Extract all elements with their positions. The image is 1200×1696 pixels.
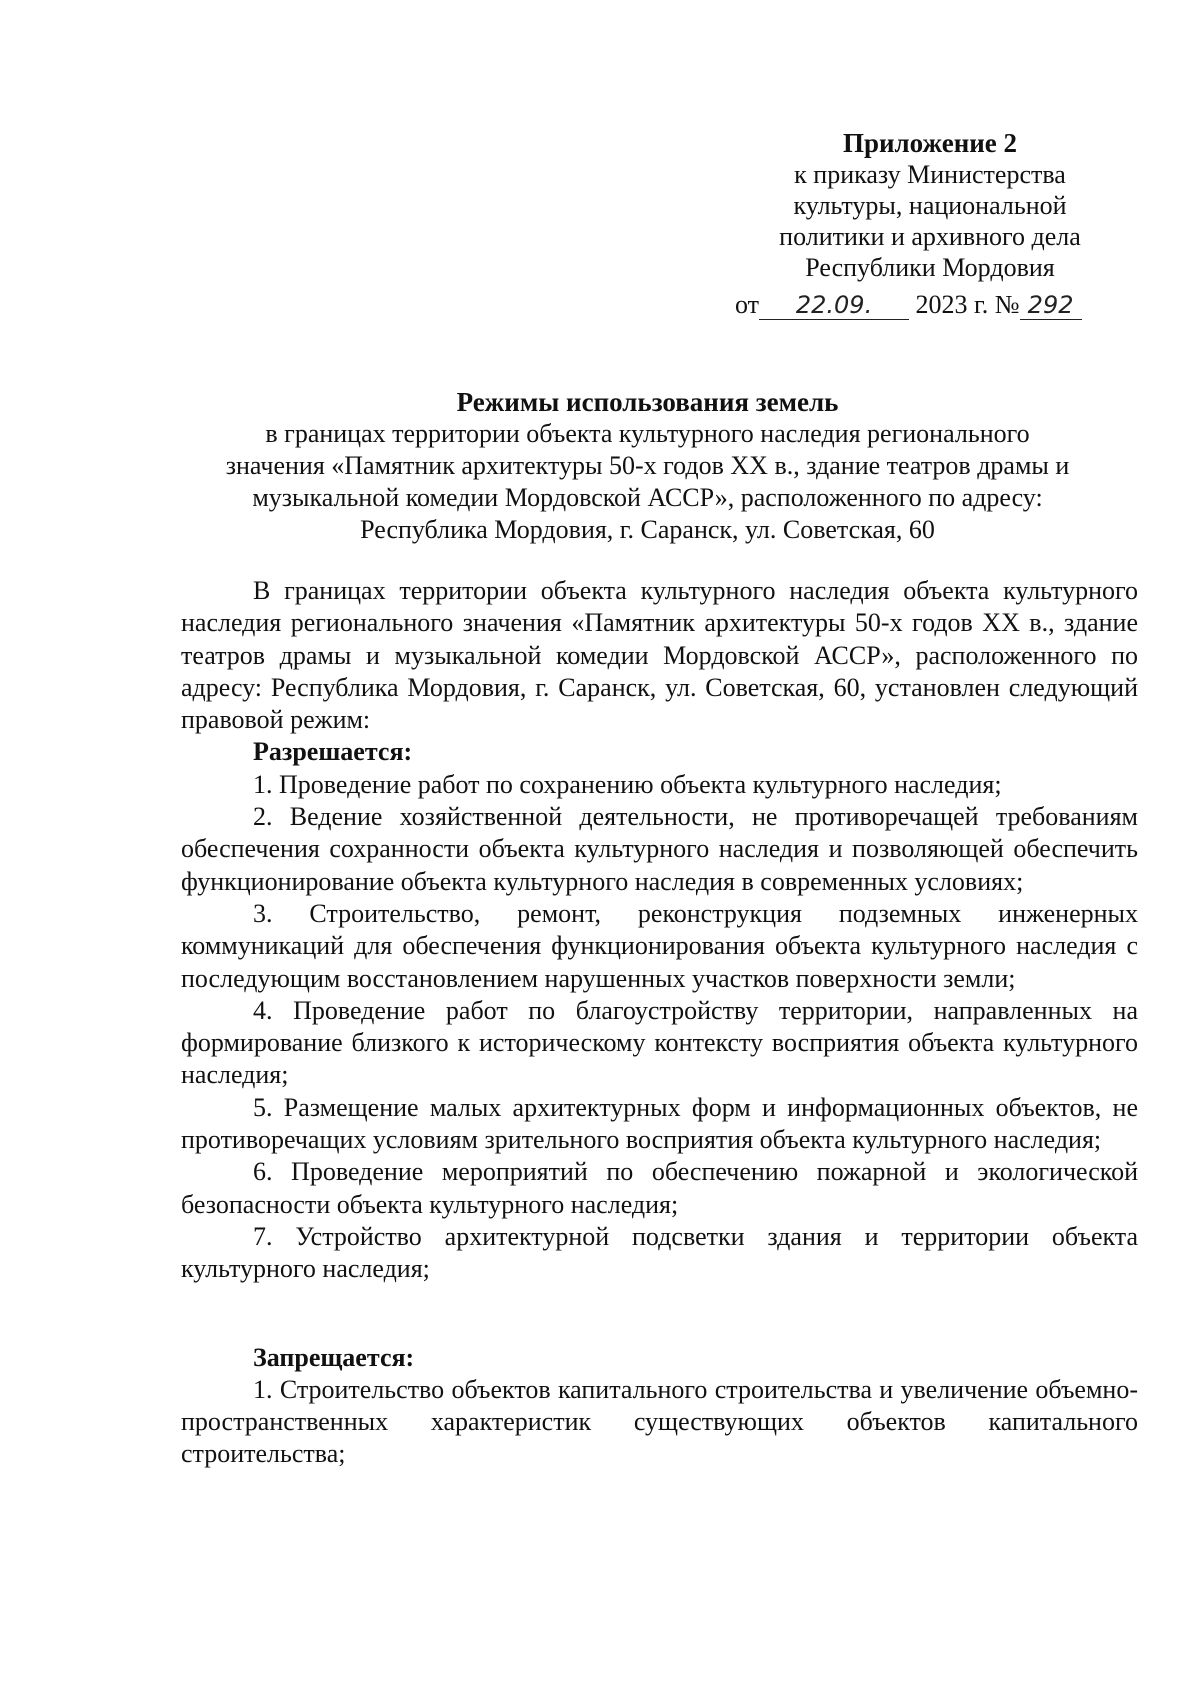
title-line: Республика Мордовия, г. Саранск, ул. Советская, 60	[360, 515, 935, 544]
section-gap	[181, 1286, 1138, 1342]
allowed-item: 2. Ведение хозяйственной деятельности, не противоречащей требованиям обеспечения сохранности объекта культурного наследия и позволяющей обеспечить функционирование объекта культурного наследия в современных условиях;	[181, 802, 1138, 896]
allowed-item: 7. Устройство архитектурной подсветки здания и территории объекта культурного наследия;	[181, 1221, 1138, 1284]
allowed-item: 4. Проведение работ по благоустройству территории, направленных на формирование близкого к историческому контексту восприятия объекта культурного наследия;	[181, 995, 1138, 1090]
handwritten-order-number: 292	[1020, 291, 1082, 320]
document-body	[181, 575, 1138, 1471]
order-year: 2023 г. №	[915, 290, 1020, 319]
appendix-block	[730, 128, 1130, 283]
title-line: значения «Памятник архитектуры 50-х годов XX в., здание театров драмы и	[225, 451, 1070, 480]
intro-paragraph: В границах территории объекта культурного наследия объекта культурного наследия регионального значения «Памятник архитектуры 50-х годов XX в., здание театров драмы и музыкальной комедии Мордовской АССР», расположенного по адресу: Республика Мордовия, г. Саранск, ул. Советская, 60, установлен следующий правовой режим:	[181, 576, 1138, 735]
allowed-item: 1. Проведение работ по сохранению объекта культурного наследия;	[253, 769, 1002, 799]
handwritten-date: 22.09.	[759, 291, 909, 320]
appendix-line: к приказу Министерства	[794, 160, 1066, 189]
allowed-item: 5. Размещение малых архитектурных форм и информационных объектов, не противоречащих условиям зрительного восприятия объекта культурного наследия;	[181, 1092, 1138, 1155]
title-heading: Режимы использования земель	[456, 387, 839, 417]
appendix-line: Республики Мордовия	[805, 253, 1055, 282]
allowed-heading: Разрешается:	[253, 737, 413, 767]
forbidden-heading: Запрещается:	[253, 1342, 415, 1372]
appendix-line: политики и архивного дела	[779, 222, 1081, 251]
appendix-title: Приложение 2	[842, 128, 1018, 158]
allowed-item: 6. Проведение мероприятий по обеспечению пожарной и экологической безопасности объекта культурного наследия;	[181, 1157, 1138, 1219]
allowed-item: 3. Строительство, ремонт, реконструкция подземных инженерных коммуникаций для обеспечения функционирования объекта культурного наследия с последующим восстановлением нарушенных участков поверхности земли;	[181, 898, 1138, 993]
order-date-line	[735, 290, 1082, 320]
title-line: музыкальной комедии Мордовской АССР», расположенного по адресу:	[252, 483, 1043, 512]
appendix-line: культуры, национальной	[793, 191, 1067, 220]
document-title	[160, 386, 1135, 546]
title-line: в границах территории объекта культурного наследия регионального	[265, 419, 1030, 448]
date-prefix: от	[735, 290, 760, 319]
forbidden-item: 1. Строительство объектов капитального строительства и увеличение объемно-пространственных характеристик существующих объектов капитального строительства;	[181, 1374, 1138, 1469]
